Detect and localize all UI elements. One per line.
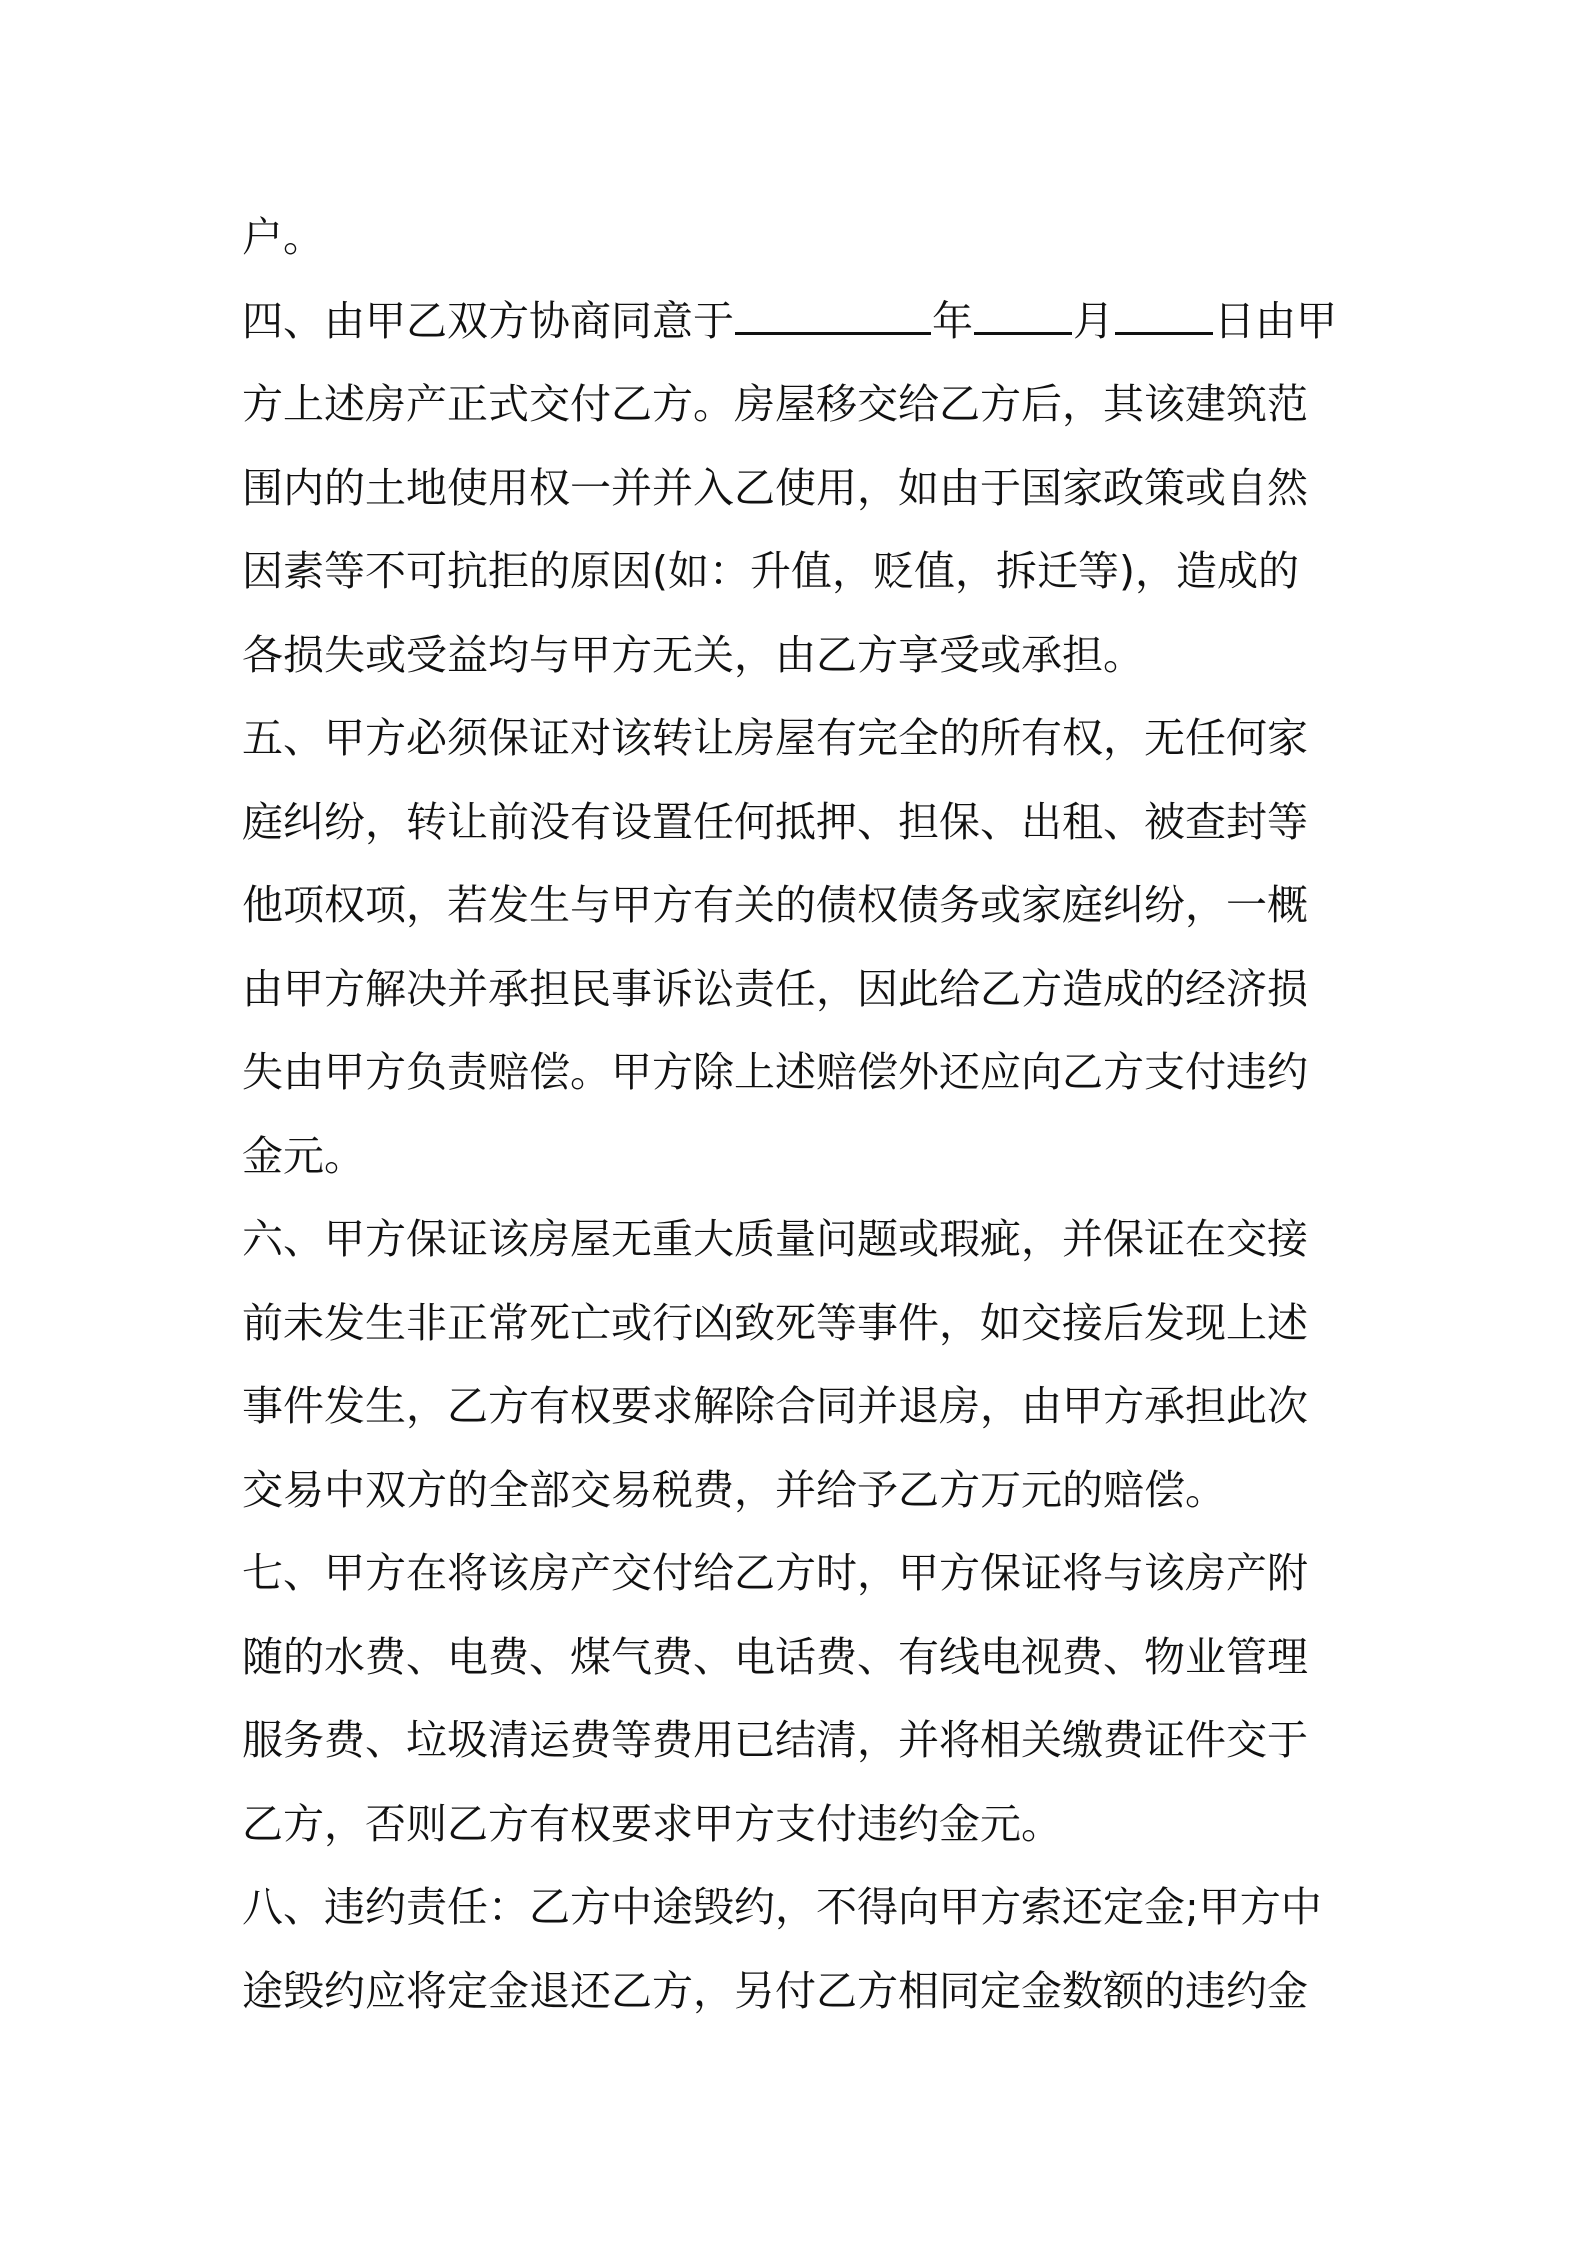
text-line: 因素等不可抗拒的原因(如：升值，贬值，拆迁等)，造成的 [242,547,1299,595]
clause-6-line: 六、甲方保证该房屋无重大质量问题或瑕疵，并保证在交接 [242,1215,1308,1263]
text-line: 由甲方解决并承担民事诉讼责任，因此给乙方造成的经济损 [242,964,1308,1013]
month-label: 月 [1073,296,1114,345]
year-blank [735,295,931,335]
year-label: 年 [932,296,973,345]
day-blank [1115,295,1213,335]
text-line: 途毁约应将定金退还乙方，另付乙方相同定金数额的违约金 [242,1966,1308,2015]
clause-5-line: 五、甲方必须保证对该转让房屋有完全的所有权，无任何家 [242,714,1308,762]
text-line: 服务费、垃圾清运费等费用已结清，并将相关缴费证件交于 [242,1716,1308,1764]
text-line: 随的水费、电费、煤气费、电话费、有线电视费、物业管理 [242,1632,1308,1681]
text-line: 各损失或受益均与甲方无关，由乙方享受或承担。 [242,630,1144,679]
text-line: 事件发生，乙方有权要求解除合同并退房，由甲方承担此次 [242,1382,1308,1430]
month-blank [974,295,1072,335]
contract-text [242,196,1352,2033]
text-line: 乙方，否则乙方有权要求甲方支付违约金元。 [242,1799,1062,1848]
text-line: 前未发生非正常死亡或行凶致死等事件，如交接后发现上述 [242,1298,1308,1347]
text-line: 庭纠纷，转让前没有设置任何抵押、担保、出租、被查封等 [242,797,1308,846]
text-line: 户。 [242,213,324,261]
text-line: 围内的土地使用权一并并入乙使用，如由于国家政策或自然 [242,463,1308,512]
text-line: 失由甲方负责赔偿。甲方除上述赔偿外还应向乙方支付违约 [242,1048,1308,1096]
clause-8-line: 八、违约责任：乙方中途毁约，不得向甲方索还定金;甲方中 [242,1883,1322,1931]
text-line: 方上述房产正式交付乙方。房屋移交给乙方后，其该建筑范 [242,380,1308,428]
text-line: 金元。 [242,1131,365,1180]
text-line: 交易中双方的全部交易税费，并给予乙方万元的赔偿。 [242,1465,1226,1514]
text-line: 他项权项，若发生与甲方有关的债权债务或家庭纠纷，一概 [242,881,1308,929]
clause-4-line [242,280,1352,364]
day-label: 日由甲 [1214,296,1337,345]
clause-7-line: 七、甲方在将该房产交付给乙方时，甲方保证将与该房产附 [242,1549,1308,1597]
clause-4-text-start: 四、由甲乙双方协商同意于 [242,296,734,345]
